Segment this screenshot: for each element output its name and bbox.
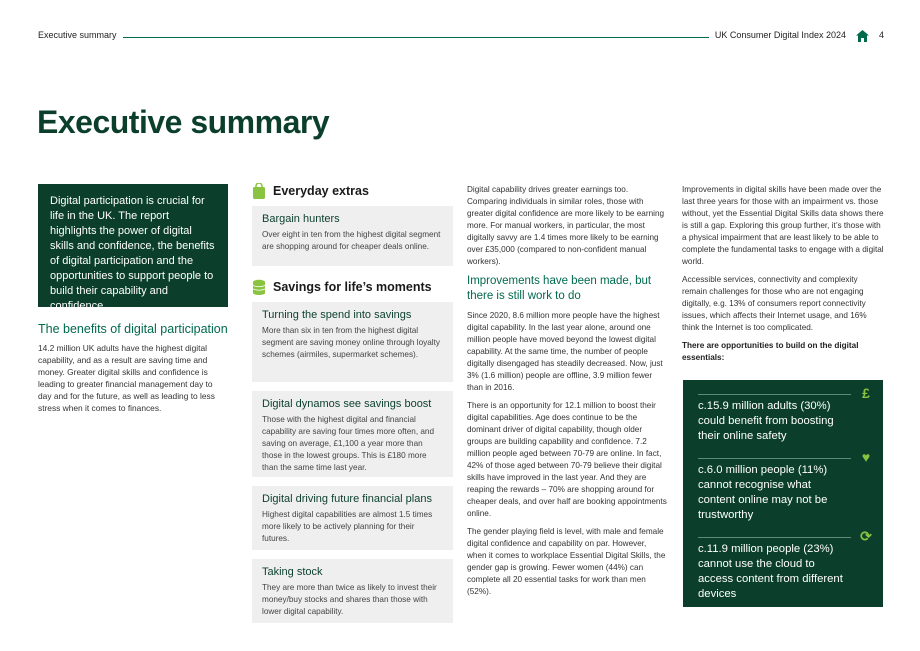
opportunities-lead: There are opportunities to build on the digital essentials: bbox=[682, 341, 859, 362]
pound-icon: £ bbox=[862, 385, 870, 401]
paragraph-since-2020: Since 2020, 8.6 million more people have the highest digital capability. In the last year alone, around one million people have moved beyond the lowest digital capability. At the same time, the number of people digitally disengaged has steadily decreased. Now, just 3% (1.6 million) people are offline, 3.9 million fewer than in 2016. bbox=[467, 311, 663, 392]
intro-column bbox=[38, 184, 228, 414]
paragraph-impairment: Improvements in digital skills have been made over the last three years for those with an impairment vs. those without, yet the Essential Digital Skills data shows there is still a gap. Exploring this group further, it’s those with a physical impairment that are least likely to be able to complete the fundamental tasks to engage with a digital world. bbox=[682, 185, 884, 266]
body-column-3 bbox=[467, 184, 667, 604]
stat-text: c.11.9 million people (23%) cannot use the cloud to access content from different devices bbox=[698, 543, 843, 600]
cards-column bbox=[252, 180, 453, 623]
bag-icon bbox=[252, 183, 266, 199]
benefits-body: 14.2 million UK adults have the highest digital capability, and as a result are saving time and money. Greater digital skills and confidence is leading to greater financial management day to day and for the future, as well as leading to less stress when it comes to finances. bbox=[38, 343, 215, 413]
improvements-subheading: Improvements have been made, but there is still work to do bbox=[467, 275, 652, 302]
refresh-icon: ⟳ bbox=[860, 528, 872, 544]
benefits-heading: The benefits of digital participation bbox=[38, 322, 228, 336]
card-body: They are more than twice as likely to invest their money/buy stocks and shares than those with lower digital capability. bbox=[262, 583, 437, 616]
stat-text: c.6.0 million people (11%) cannot recognise what content online may not be trustworthy bbox=[698, 464, 828, 521]
home-icon[interactable] bbox=[856, 29, 869, 41]
card-title: Digital driving future financial plans bbox=[262, 493, 432, 505]
card-title: Bargain hunters bbox=[262, 213, 340, 225]
card-digital-dynamos bbox=[252, 391, 453, 477]
page-number: 4 bbox=[878, 30, 884, 40]
card-body: Over eight in ten from the highest digital segment are shopping around for cheaper deals online. bbox=[262, 230, 441, 251]
paragraph-earnings: Digital capability drives greater earnings too. Comparing individuals in similar roles, those with greater digital confidence are more likely to be earning more. For manual workers, in particular, the most digitally savvy are 1.4 times more likely to be earning over £35,000 (compared to non-confident manual workers). bbox=[467, 185, 665, 266]
coins-icon bbox=[252, 279, 266, 295]
page-header bbox=[38, 26, 884, 44]
page-title: Executive summary bbox=[37, 104, 330, 140]
card-future-plans bbox=[252, 486, 453, 550]
everyday-extras-title: Everyday extras bbox=[273, 184, 369, 198]
paragraph-gender: The gender playing field is level, with male and female digital confidence and capability on par. However, when it comes to workplace Essential Digital Skills, the gender gap is growing. Fewer women (44%) can complete all 20 essential tasks for work than men (52%). bbox=[467, 527, 666, 596]
everyday-extras-heading bbox=[252, 180, 453, 202]
stat-online-safety bbox=[698, 385, 870, 444]
paragraph-opportunity: There is an opportunity for 12.1 million to boost their digital capabilities. Age does continue to be the dominant driver of digital capability, though older groups are building capability and confidence. 7.2 million people aged between 70-79 are online. In fact, 42% of those aged between 70-79 believe their digital skills have improved in the last year. And they are reaping the rewards – 70% are shopping around for cheaper deals, and over half are booking appointments online. bbox=[467, 401, 667, 518]
stat-cloud bbox=[698, 528, 872, 602]
intro-callout: Digital participation is crucial for life in the UK. The report highlights the power of digital skills and confidence, the benefits of digital participation and the opportunities to support people to build their capability and confidence. bbox=[38, 184, 228, 307]
body-column-4 bbox=[682, 184, 884, 370]
stat-trustworthy bbox=[698, 449, 871, 523]
header-divider bbox=[123, 37, 709, 38]
header-section-label: Executive summary bbox=[38, 30, 117, 40]
card-bargain-hunters bbox=[252, 206, 453, 266]
savings-title: Savings for life’s moments bbox=[273, 280, 432, 294]
card-body: More than six in ten from the highest digital segment are saving money online through loyalty schemes (airmiles, supermarket schemes). bbox=[262, 326, 440, 359]
card-title: Turning the spend into savings bbox=[262, 309, 412, 321]
card-title: Taking stock bbox=[262, 566, 323, 578]
stats-callout bbox=[683, 380, 883, 607]
paragraph-accessible: Accessible services, connectivity and complexity remain challenges for those who are not engaging digitally, e.g. 13% of consumers report connectivity issues, which affects their Internet usage, and 16% think the Internet is too complicated. bbox=[682, 275, 867, 332]
card-title: Digital dynamos see savings boost bbox=[262, 398, 432, 410]
card-taking-stock bbox=[252, 559, 453, 623]
card-body: Those with the highest digital and financial capability are saving four times more often, and saving on average, £1,100 a year more than those in the lowest groups. This is £180 more than the same time last year. bbox=[262, 415, 435, 472]
savings-heading bbox=[252, 276, 453, 298]
header-report-title: UK Consumer Digital Index 2024 bbox=[714, 30, 846, 40]
card-body: Highest digital capabilities are almost 1.5 times more likely to be actively planning for their futures. bbox=[262, 510, 433, 543]
heart-icon: ♥ bbox=[861, 449, 871, 465]
stat-text: c.15.9 million adults (30%) could benefit from boosting their online safety bbox=[698, 400, 834, 442]
card-spend-into-savings bbox=[252, 302, 453, 382]
